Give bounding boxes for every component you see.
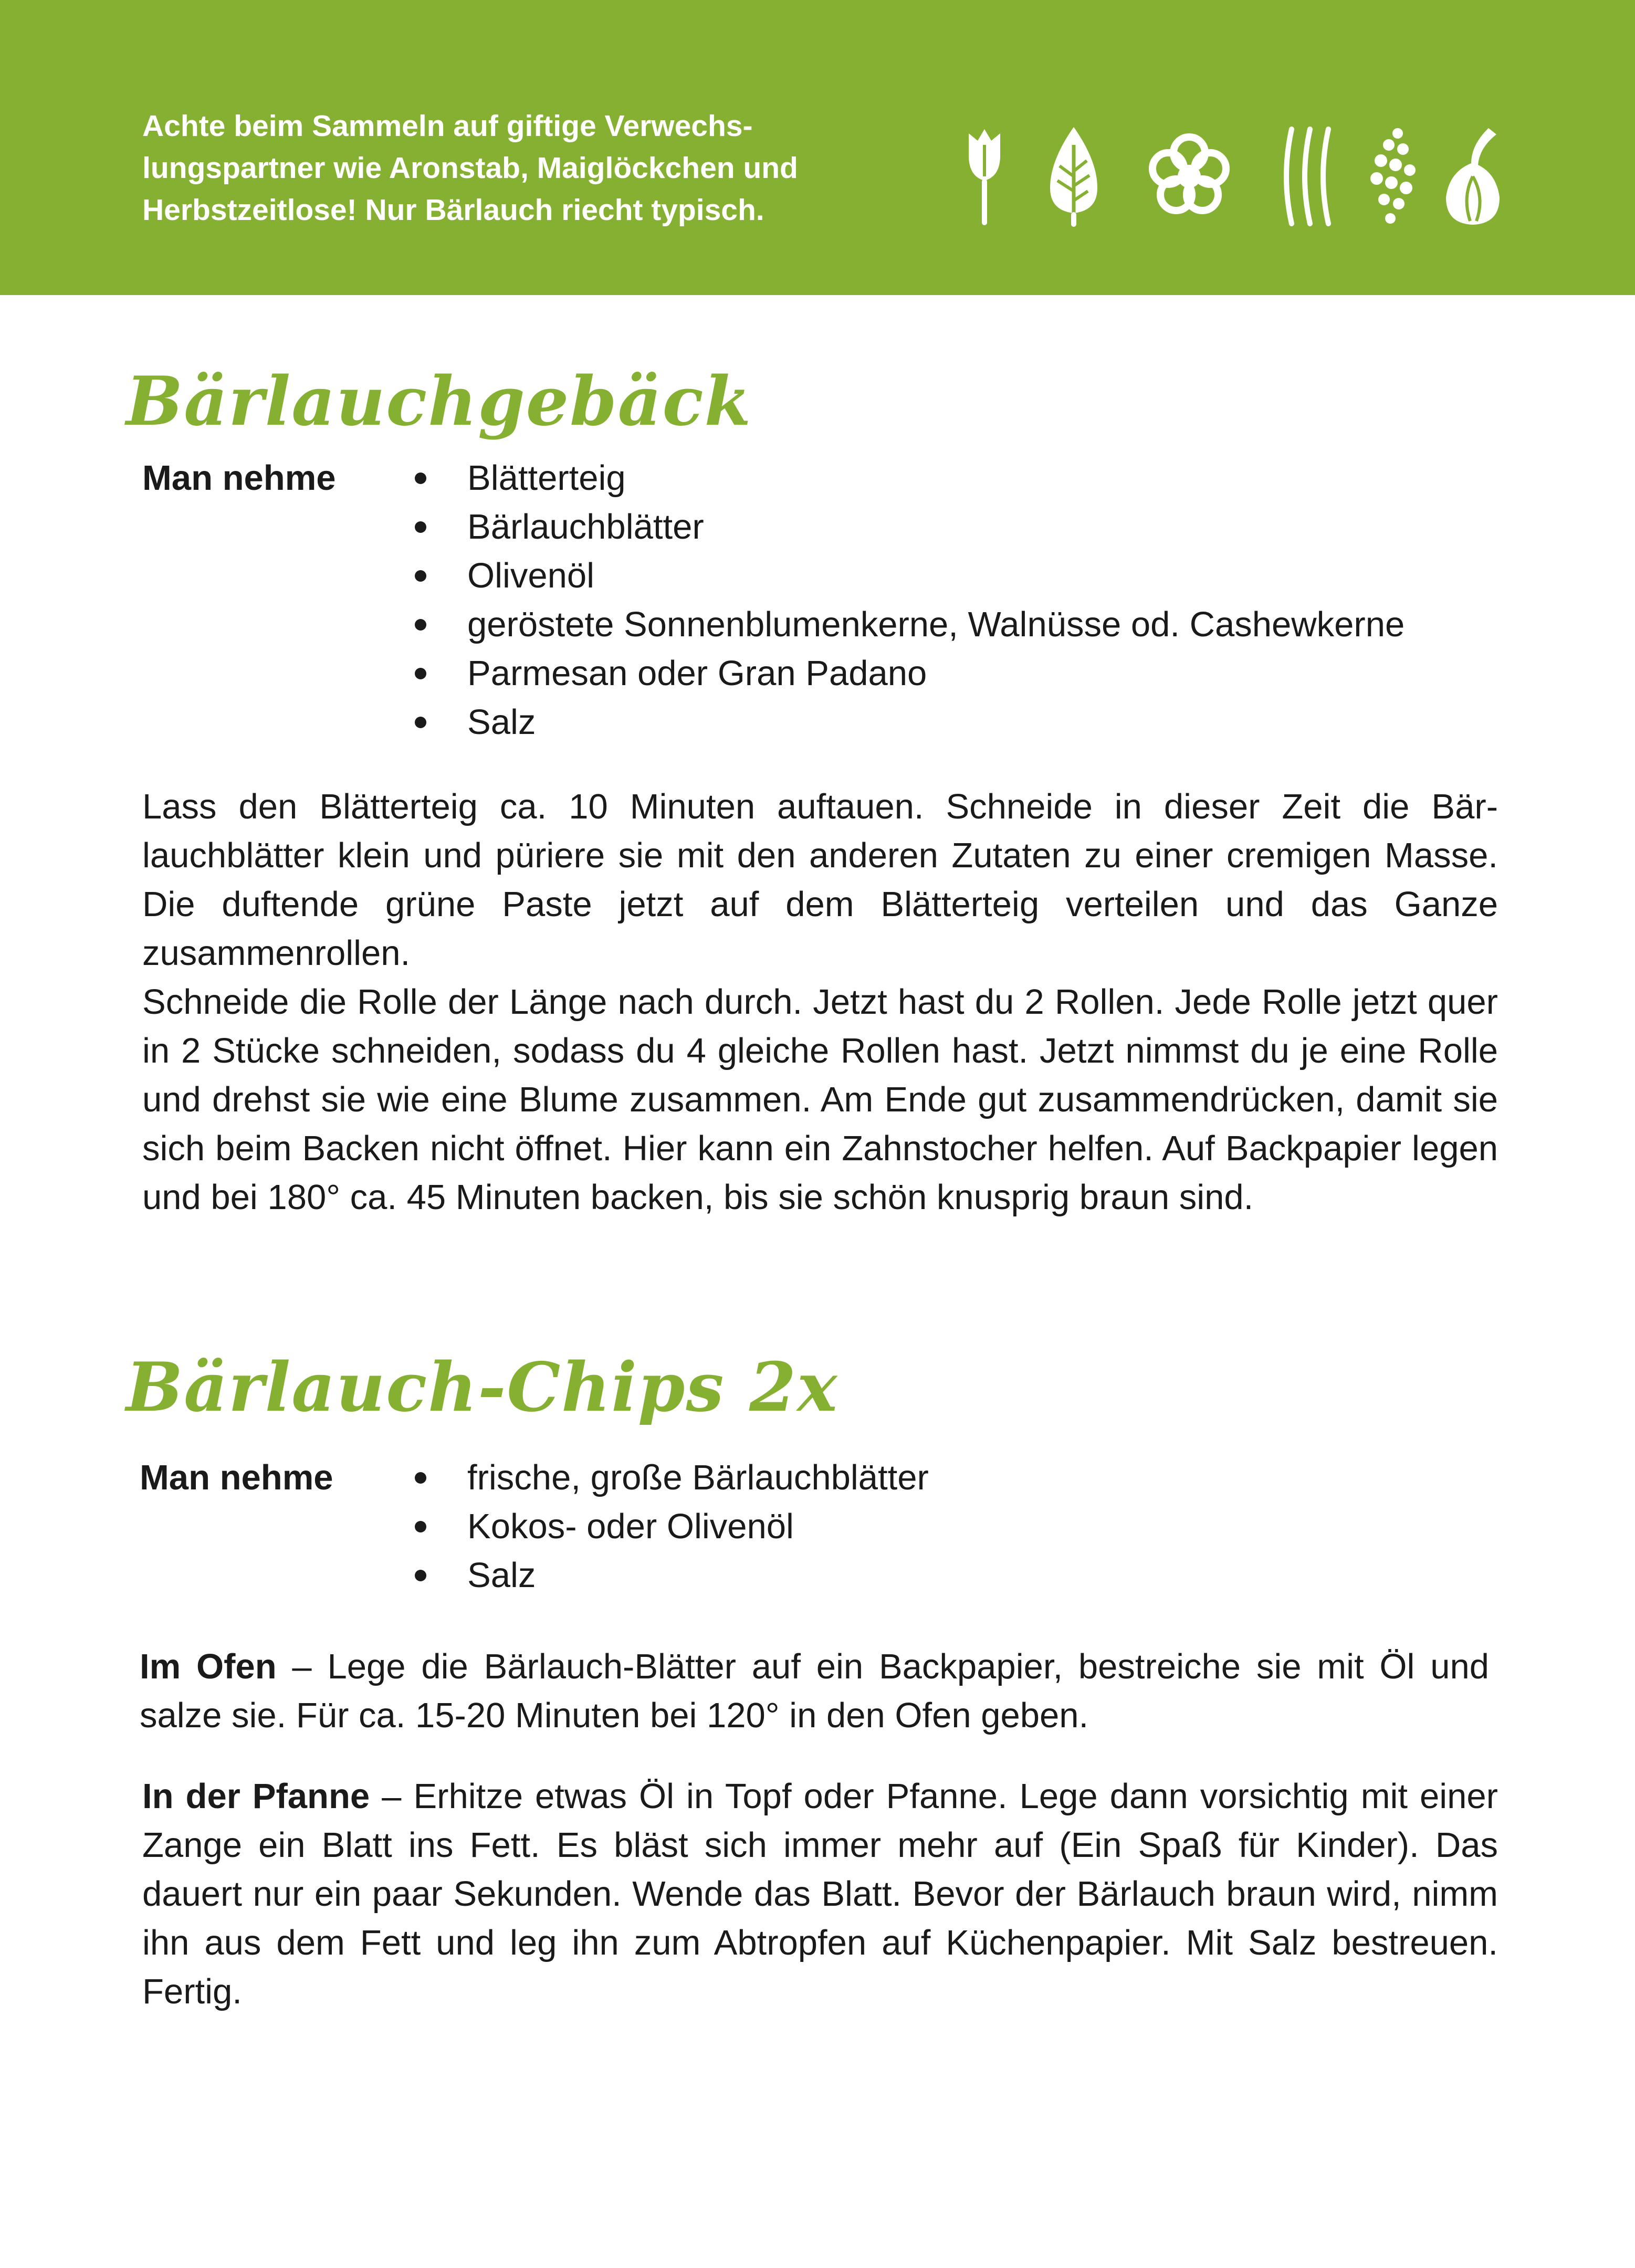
recipe1-title: Bärlauchgebäck xyxy=(126,362,752,441)
list-item: Blätterteig xyxy=(415,454,1405,502)
flower-icon xyxy=(1145,124,1234,229)
recipe1-ingredients-label: Man nehme xyxy=(142,458,336,498)
list-item: Parmesan oder Gran Padano xyxy=(415,649,1405,698)
list-item: Bärlauchblätter xyxy=(415,502,1405,551)
list-item: Salz xyxy=(415,698,1405,747)
berry-cluster-icon xyxy=(1365,124,1423,229)
recipe1-paragraph-1: Lass den Blätterteig ca. 10 Minuten auftauen. Schneide in dieser Zeit die Bärlauchblätter klein und püriere sie mit den anderen Zutaten zu einer cremigen Masse. Die duftende grüne Paste jetzt auf dem Blätterteig verteilen und das Ganze zusammenrollen. xyxy=(142,787,1498,973)
recipe1-paragraph-2: Schneide die Rolle der Länge nach durch. Jetzt hast du 2 Rollen. Jede Rolle jetzt quer in 2 Stücke schneiden, sodass du 4 gleiche Rollen hast. Jetzt nimmst du je eine Rolle und drehst sie wie eine Blume zusammen. Am Ende gut zusammendrücken, damit sie sich beim Backen nicht öffnet. Hier kann ein Zahnstocher helfen. Auf Backpapier legen und bei 180° ca. 45 Minuten backen, bis sie schön knusprig braun sind. xyxy=(142,982,1498,1217)
bullet-icon xyxy=(415,1570,426,1581)
pan-text: – Erhitze etwas Öl in Topf oder Pfanne. Lege dann vorsichtig mit einer Zange ein Blatt ins Fett. Es bläst sich immer mehr auf (Ein Spaß für Kinder). Das dauert nur ein paar Sekunden. Wende das Blatt. Bevor der Bärlauch braun wird, nimm ihn aus dem Fett und leg ihn zum Abtropfen auf Küchenpapier. Mit Salz bestreuen. Fertig. xyxy=(142,1777,1498,2011)
list-item: geröstete Sonnenblumenkerne, Walnüsse od. Cashewkerne xyxy=(415,600,1405,649)
bullet-icon xyxy=(415,521,426,533)
bullet-icon xyxy=(415,1472,426,1484)
bullet-icon xyxy=(415,1521,426,1532)
grass-stalks-icon xyxy=(1276,124,1339,229)
bulb-icon xyxy=(1439,124,1507,229)
recipe2-oven-instructions xyxy=(140,1642,1489,1740)
oven-label: Im Ofen xyxy=(140,1647,277,1686)
list-item: Salz xyxy=(415,1551,929,1600)
bullet-icon xyxy=(415,668,426,679)
recipe1-ingredient-list xyxy=(415,454,1405,747)
list-item: Olivenöl xyxy=(415,551,1405,600)
recipe2-ingredient-list xyxy=(415,1453,929,1600)
recipe2-ingredients-label: Man nehme xyxy=(140,1458,333,1497)
oven-text: – Lege die Bärlauch-Blätter auf ein Backpapier, bestreiche sie mit Öl und salze sie. Für ca. 15-20 Minuten bei 120° in den Ofen geben. xyxy=(140,1647,1490,1735)
warning-note: Achte beim Sammeln auf giftige Verwechs- lungspartner wie Aronstab, Maiglöckchen und Herbstzeitlose! Nur Bärlauch riecht typisch. xyxy=(142,109,798,227)
leaf-icon xyxy=(1045,124,1103,229)
bullet-icon xyxy=(415,472,426,484)
recipe2-pan-instructions xyxy=(142,1772,1498,2016)
bullet-icon xyxy=(415,619,426,631)
bullet-icon xyxy=(415,570,426,582)
list-item: Kokos- oder Olivenöl xyxy=(415,1502,929,1551)
bullet-icon xyxy=(415,717,426,728)
recipe1-instructions xyxy=(142,782,1498,1222)
recipe2-title: Bärlauch-Chips 2x xyxy=(126,1348,839,1427)
plant-icon-row xyxy=(961,124,1507,229)
header-banner xyxy=(0,0,1635,295)
tulip-icon xyxy=(961,124,1008,229)
list-item: frische, große Bärlauchblätter xyxy=(415,1453,929,1502)
pan-label: In der Pfanne xyxy=(142,1777,370,1816)
